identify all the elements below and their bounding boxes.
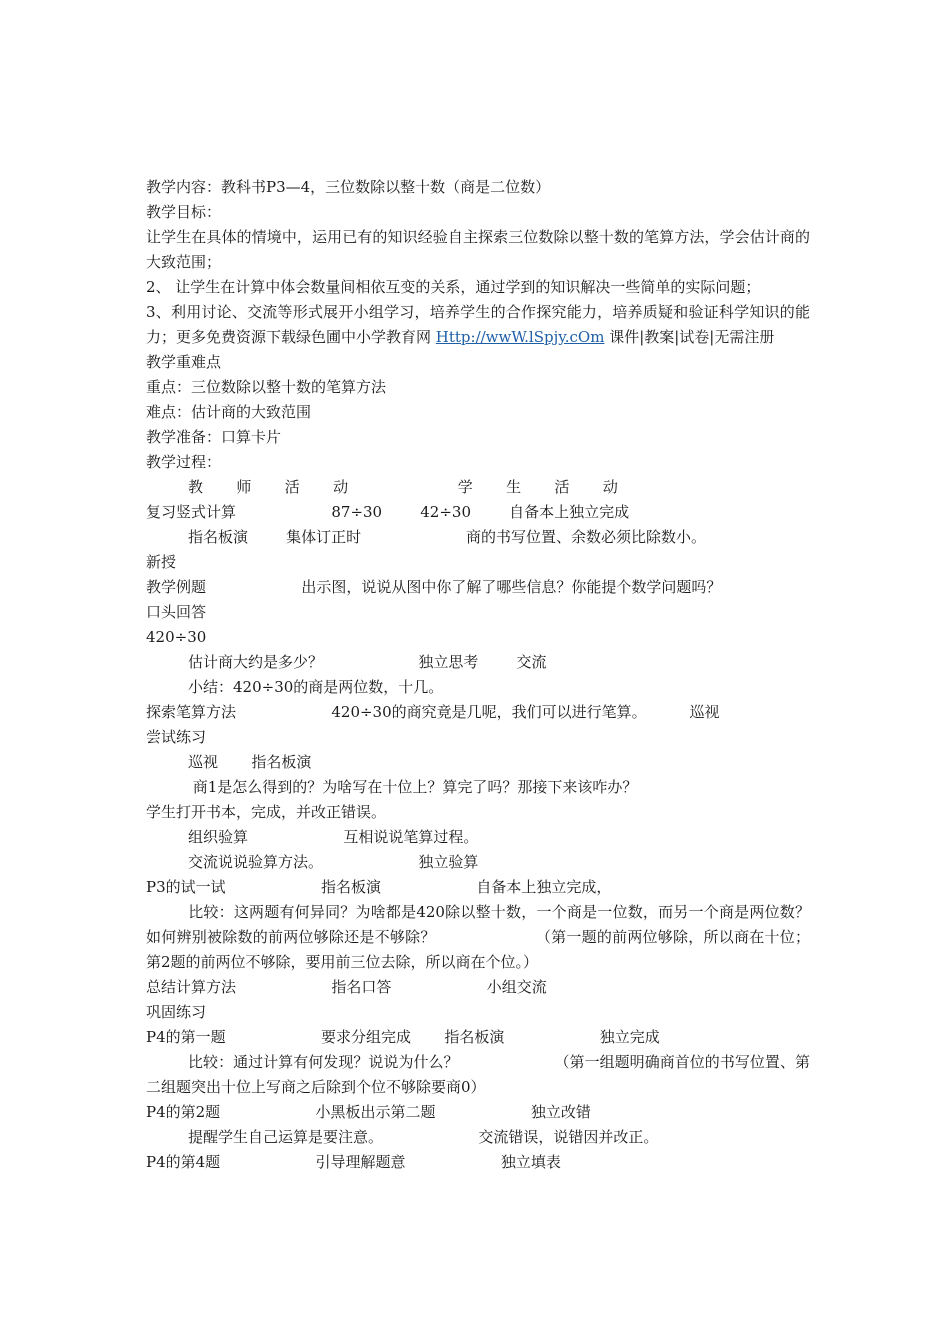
difficulty: 难点：估计商的大致范围 — [146, 403, 312, 421]
example-line: 教学例题 出示图，说说从图中你了解了哪些信息？你能提个数学问题吗？ — [146, 578, 722, 596]
question-line: 商1是怎么得到的？为啥写在十位上？算完了吗？那接下来该咋办？ — [188, 778, 638, 796]
goal-3-text: 3、利用讨论、交流等形式展开小组学习，培养学生的合作探究能力，培养质疑和验证科学知识的能力；更多免费资源下载绿色圃中小学教育网 — [146, 303, 810, 346]
compare-1-text: 比较：这两题有何异同？为啥都是420除以整十数，一个商是一位数，而另一个商是两位数？如何辨别被除数的前两位够除还是不够除？ （第一题的前两位够除，所以商在十位；第2题的前两位不够除，要用前三位去除，所以商在个位。） — [146, 903, 810, 971]
p3-try-line: P3的试一试 指名板演 自备本上独立完成， — [146, 878, 612, 896]
goal-1: 让学生在具体的情境中，运用已有的知识经验自主探索三位数除以整十数的笔算方法，学会估计商的大致范围； — [146, 228, 810, 271]
teaching-content: 教学内容：教科书P3—4，三位数除以整十数（商是二位数） — [146, 178, 551, 196]
patrol-line: 巡视 指名板演 — [188, 753, 312, 771]
new-lesson: 新授 — [146, 553, 177, 571]
verify-org-line: 组织验算 互相说说笔算过程。 — [188, 828, 479, 846]
compare-2 — [146, 1050, 810, 1100]
sum-method-line: 总结计算方法 指名口答 小组交流 — [146, 978, 547, 996]
column-headers: 教 师 活 动 学 生 活 动 — [188, 478, 618, 496]
p4-fourth-line: P4的第4题 引导理解题意 独立填表 — [146, 1153, 561, 1171]
expression: 420÷30 — [146, 628, 207, 646]
oral-answer: 口头回答 — [146, 603, 207, 621]
document-body — [146, 175, 810, 1175]
goal-3 — [146, 300, 810, 350]
process-heading: 教学过程： — [146, 453, 222, 471]
teaching-prep: 教学准备：口算卡片 — [146, 428, 282, 446]
goal-heading: 教学目标： — [146, 203, 222, 221]
key-point: 重点：三位数除以整十数的笔算方法 — [146, 378, 387, 396]
compare-2-text: 比较：通过计算有何发现？说说为什么？ （第一组题明确商首位的书写位置、第二组题突出十位上写商之后除到个位不够除要商0） — [146, 1053, 810, 1096]
remind-line: 提醒学生自己运算是要注意。 交流错误，说错因并改正。 — [188, 1128, 659, 1146]
explore-line: 探索笔算方法 420÷30的商究竟是几呢，我们可以进行笔算。 巡视 — [146, 703, 720, 721]
goal-2: 2、 让学生在计算中体会数量间相依互变的关系，通过学到的知识解决一些简单的实际问题； — [146, 278, 761, 296]
goal-3-suffix: 课件|教案|试卷|无需注册 — [604, 328, 775, 346]
verify-talk-line: 交流说说验算方法。 独立验算 — [188, 853, 479, 871]
key-heading: 教学重难点 — [146, 353, 222, 371]
review-line: 复习竖式计算 87÷30 42÷30 自备本上独立完成 — [146, 503, 630, 521]
review-line-2: 指名板演 集体订正时 商的书写位置、余数必须比除数小。 — [188, 528, 707, 546]
consolidate-heading: 巩固练习 — [146, 1003, 207, 1021]
compare-1 — [146, 900, 810, 975]
p4-first-line: P4的第一题 要求分组完成 指名板演 独立完成 — [146, 1028, 660, 1046]
summary-line: 小结：420÷30的商是两位数，十几。 — [188, 678, 444, 696]
p4-second-line: P4的第2题 小黑板出示第二题 独立改错 — [146, 1103, 591, 1121]
estimate-line: 估计商大约是多少？ 独立思考 交流 — [188, 653, 547, 671]
open-book-line: 学生打开书本，完成，并改正错误。 — [146, 803, 387, 821]
website-link[interactable]: Http://wwW.lSpjy.cOm — [435, 328, 605, 346]
try-practice: 尝试练习 — [146, 728, 207, 746]
